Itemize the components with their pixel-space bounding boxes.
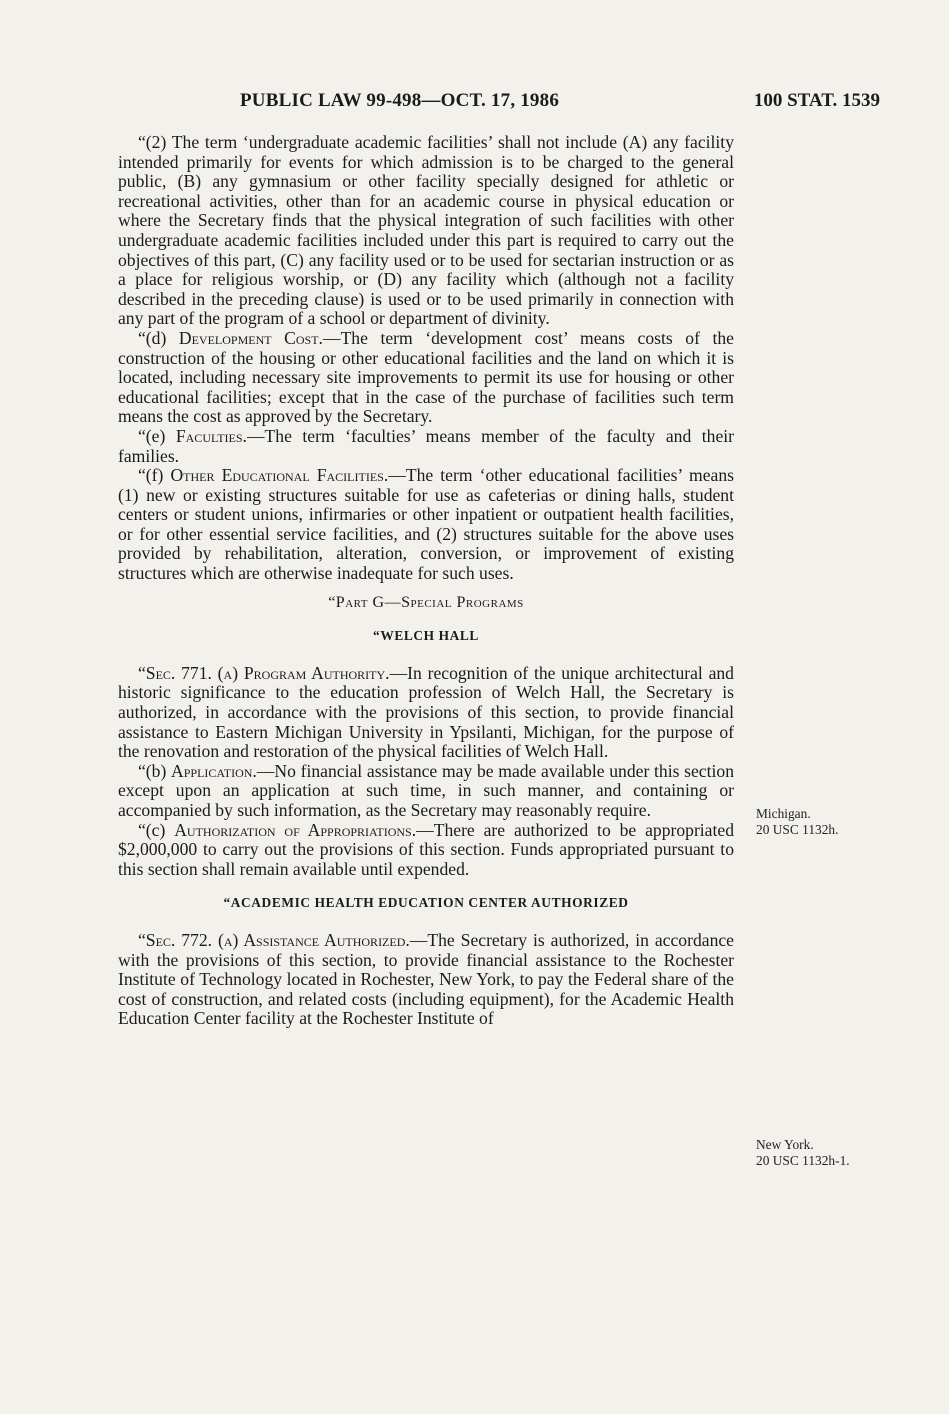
- paragraph-development-cost: “(d) Development Cost.—The term ‘development cost’ means costs of the construction of the housing or other educational facilities and the land on which it is located, including necessary site improvements to permit its use for housing or other educational facilities; except that in the case of the purchase of facilities such term means the cost as approved by the Secretary.: [118, 327, 734, 427]
- section-771-authorization: “(c) Authorization of Appropriations.—There are authorized to be appropriated $2,000,000 to carry out the provisions of this section. Funds appropriated pursuant to this section shall remain available until expended.: [118, 819, 734, 879]
- part-g-heading: “Part G—Special Programs: [328, 593, 524, 611]
- section-772-assistance: “Sec. 772. (a) Assistance Authorized.—The Secretary is authorized, in accordance with the provisions of this section, to provide financial assistance to the Rochester Institute of Technology located in Rochester, New York, to pay the Federal share of the cost of construction, and related costs (including equipment), for the Academic Health Education Center facility at the Rochester Institute of: [118, 929, 734, 1029]
- paragraph-faculties: “(e) Faculties.—The term ‘faculties’ means member of the faculty and their families.: [118, 425, 735, 466]
- welch-hall-heading: “WELCH HALL: [373, 628, 479, 644]
- document-body: [118, 133, 734, 1029]
- section-heading: Development Cost.: [178, 327, 323, 348]
- spacer: [118, 879, 734, 893]
- page-header: [240, 90, 880, 114]
- margin-note-michigan: Michigan. 20 USC 1132h.: [756, 806, 839, 837]
- section-heading: Faculties.: [175, 425, 247, 446]
- paragraph-undergraduate-facilities: “(2) The term ‘undergraduate academic facilities’ shall not include (A) any facility intended primarily for events for which admission is to be charged to the general public, (B) any gymnasium or other facility specially designed for athletic or recreational activities, other than for an academic course in physical education or where the Secretary finds that the physical integration of such facilities with other undergraduate academic facilities included under this part is required to carry out the objectives of this part, (C) any facility used or to be used for sectarian instruction or as a place for religious worship, or (D) any facility which (although not a facility described in the preceding clause) is used or to be used primarily in connection with any part of the program of a school or department of divinity.: [118, 132, 734, 329]
- section-heading: Program Authority.: [243, 662, 390, 683]
- section-heading: Other Educational Facilities.: [170, 465, 389, 486]
- academic-health-heading: “ACADEMIC HEALTH EDUCATION CENTER AUTHORIZED: [223, 895, 629, 911]
- public-law-title: PUBLIC LAW 99-498—OCT. 17, 1986: [240, 90, 560, 111]
- margin-note-new-york: New York. 20 USC 1132h-1.: [756, 1137, 850, 1168]
- statute-page-number: 100 STAT. 1539: [753, 90, 880, 111]
- section-771-application: “(b) Application.—No financial assistance may be made available under this section except upon an application at such time, in such manner, and containing or accompanied by such information, as the Secretary may reasonably require.: [118, 760, 734, 820]
- section-heading: Authorization of Appropriations.: [174, 819, 417, 840]
- section-heading: Application.: [171, 760, 257, 781]
- section-heading: Assistance Authorized.: [243, 929, 410, 950]
- paragraph-other-educational-facilities: “(f) Other Educational Facilities.—The term ‘other educational facilities’ means (1) new or existing structures suitable for use as cafeterias or dining halls, student centers or student unions, infirmaries or other inpatient or outpatient health facilities, or for other essential service facilities, and (2) structures suitable for the above uses provided by rehabilitation, alteration, conversion, or improvement of existing structures which are otherwise inadequate for such uses.: [118, 465, 734, 584]
- section-771-program-authority: “Sec. 771. (a) Program Authority.—In recognition of the unique architectural and historic significance to the education profession of Welch Hall, the Secretary is authorized, in accordance with the provisions of this section, to provide financial assistance to Eastern Michigan University in Ypsilanti, Michigan, for the purpose of the renovation and restoration of the physical facilities of Welch Hall.: [118, 662, 734, 762]
